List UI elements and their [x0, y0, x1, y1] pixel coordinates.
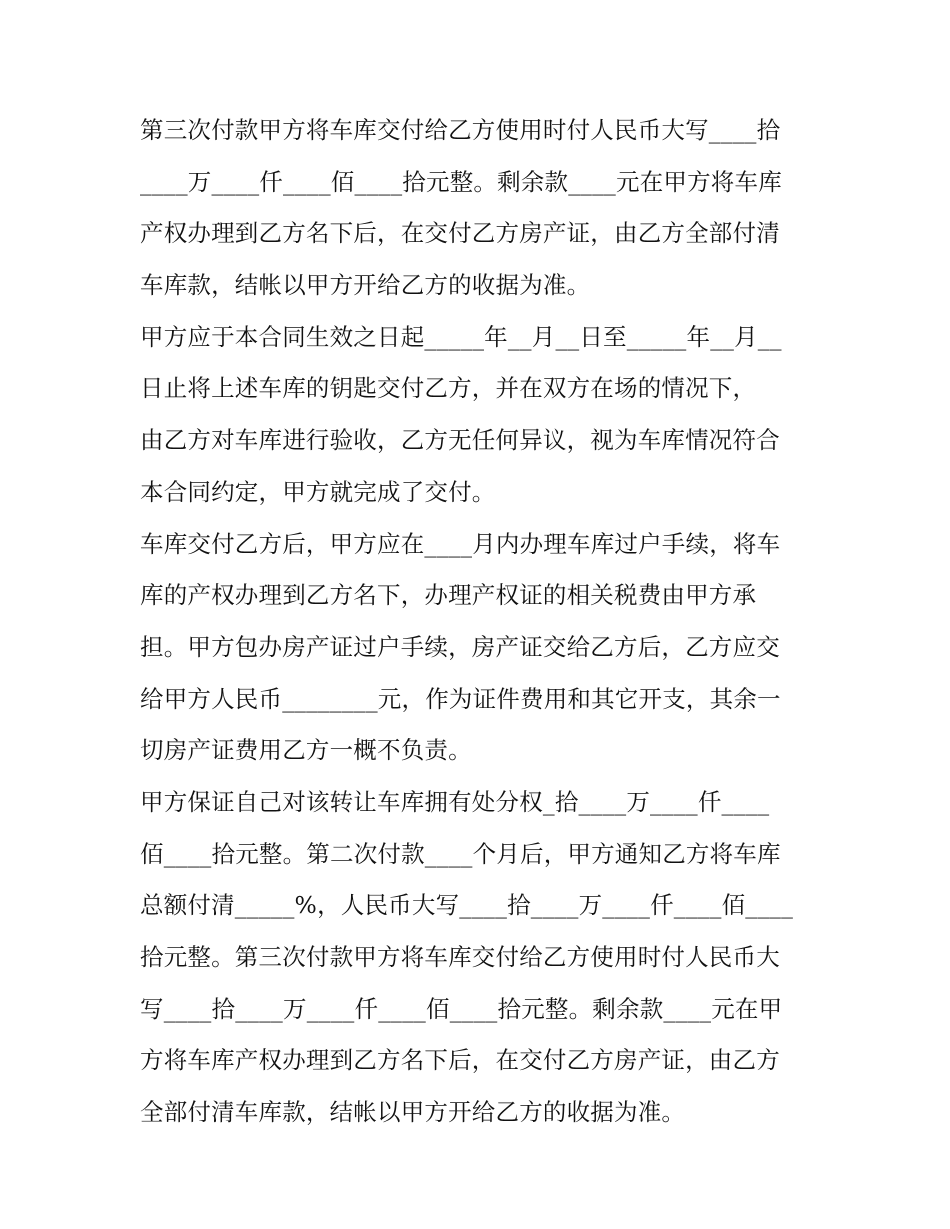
text-line: 甲方保证自己对该转让车库拥有处分权_拾____万____仟____ [140, 787, 770, 816]
text-line: 库的产权办理到乙方名下，办理产权证的相关税费由甲方承 [140, 581, 757, 610]
text-line: 日止将上述车库的钥匙交付乙方，并在双方在场的情况下， [140, 374, 757, 403]
text-line: 甲方应于本合同生效之日起_____年__月__日至_____年__月__ [140, 322, 782, 351]
text-line: 产权办理到乙方名下后，在交付乙方房产证，由乙方全部付清 [140, 219, 780, 248]
text-line: 全部付清车库款，结帐以甲方开给乙方的收据为准。 [140, 1098, 686, 1127]
text-line: 车库款，结帐以甲方开给乙方的收据为准。 [140, 271, 591, 300]
text-line: 佰____拾元整。第二次付款____个月后，甲方通知乙方将车库 [140, 839, 781, 868]
contract-body [140, 105, 820, 1139]
text-line: 给甲方人民币________元，作为证件费用和其它开支，其余一 [140, 684, 781, 713]
text-line: 由乙方对车库进行验收，乙方无任何异议，视为车库情况符合 [140, 426, 780, 455]
text-line: 第三次付款甲方将车库交付给乙方使用时付人民币大写____拾 [140, 116, 781, 144]
text-line: 本合同约定，甲方就完成了交付。 [140, 477, 496, 506]
text-line: 写____拾____万____仟____佰____拾元整。剩余款____元在甲 [140, 994, 783, 1023]
text-line: ____万____仟____佰____拾元整。剩余款____元在甲方将车库 [140, 167, 782, 196]
text-line: 切房产证费用乙方一概不负责。 [140, 736, 472, 765]
text-line: 担。甲方包办房产证过户手续，房产证交给乙方后，乙方应交 [140, 632, 780, 661]
text-line: 车库交付乙方后，甲方应在____月内办理车库过户手续，将车 [140, 529, 781, 558]
text-line: 方将车库产权办理到乙方名下后，在交付乙方房产证，由乙方 [140, 1046, 780, 1075]
text-line: 总额付清_____%，人民币大写____拾____万____仟____佰____ [140, 891, 794, 920]
text-line: 拾元整。第三次付款甲方将车库交付给乙方使用时付人民币大 [140, 943, 780, 971]
